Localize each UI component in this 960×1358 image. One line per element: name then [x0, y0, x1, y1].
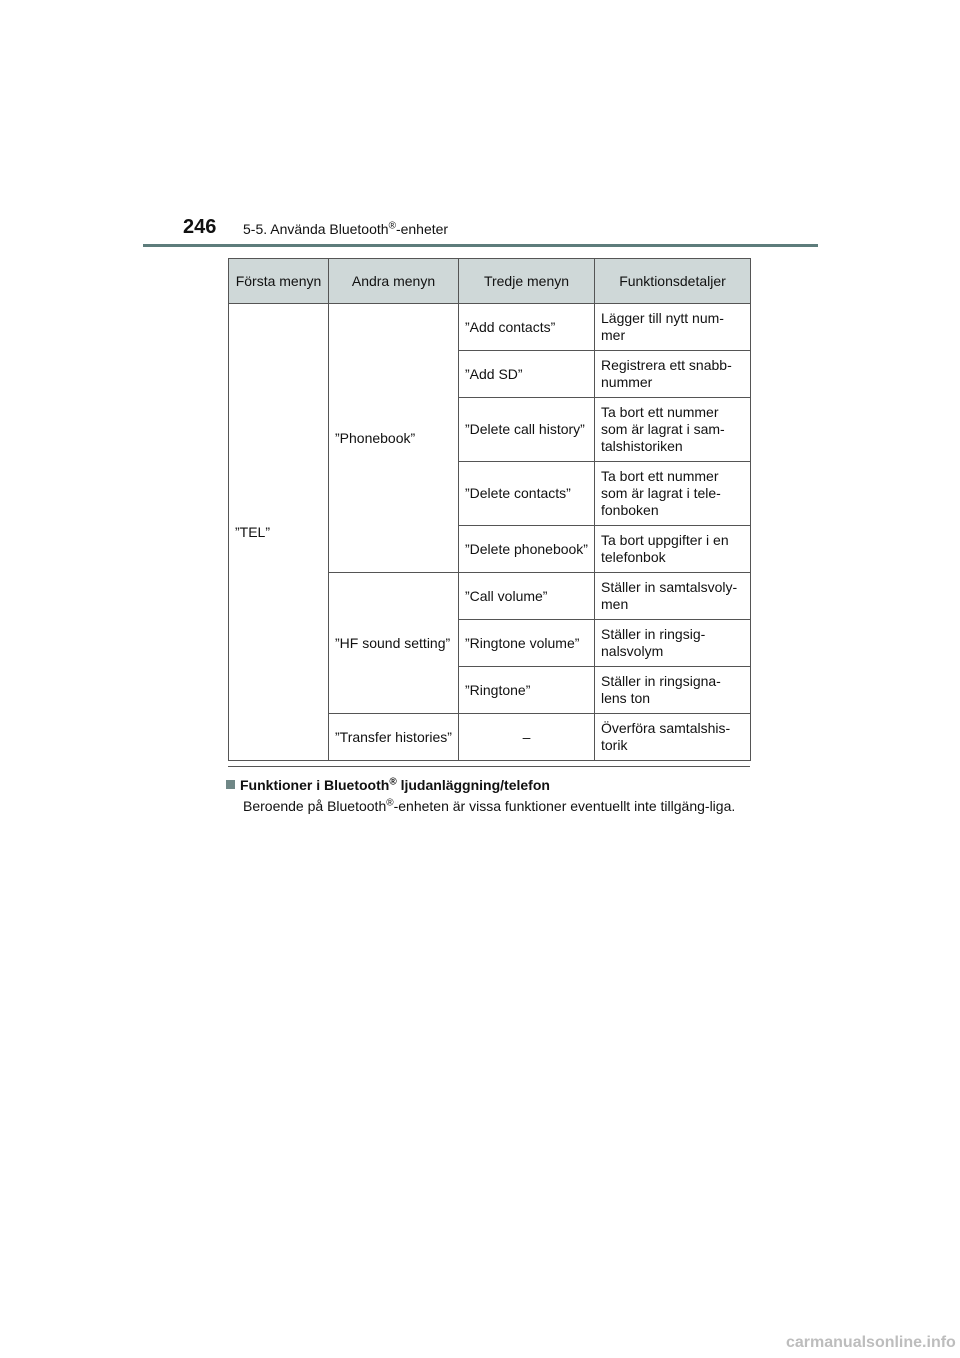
- third-menu-cell: ”Ringtone volume”: [459, 620, 595, 667]
- second-menu-cell: ”Phonebook”: [329, 304, 459, 573]
- section-title: 5-5. Använda Bluetooth®-enheter: [243, 220, 449, 237]
- detail-cell: Överföra samtalshis-torik: [595, 714, 751, 761]
- note-title: Funktioner i Bluetooth® ljudanläggning/telefon: [226, 775, 550, 795]
- third-menu-cell: ”Delete call history”: [459, 398, 595, 462]
- table-row: [229, 304, 751, 351]
- table-header-row: [229, 259, 751, 304]
- second-menu-cell: ”HF sound setting”: [329, 573, 459, 714]
- second-menu-cell: ”Transfer histories”: [329, 714, 459, 761]
- detail-cell: Ta bort ett nummer som är lagrat i tele-fonboken: [595, 462, 751, 526]
- column-header: Funktionsdetaljer: [595, 259, 751, 304]
- detail-cell: Registrera ett snabb-nummer: [595, 351, 751, 398]
- watermark: carmanualsonline.info: [786, 1334, 956, 1351]
- column-header: Andra menyn: [329, 259, 459, 304]
- note-divider: [228, 766, 750, 767]
- third-menu-cell: ”Delete phonebook”: [459, 526, 595, 573]
- detail-cell: Ta bort ett nummer som är lagrat i sam-talshistoriken: [595, 398, 751, 462]
- square-bullet-icon: [226, 780, 235, 789]
- detail-cell: Ställer in ringsig-nalsvolym: [595, 620, 751, 667]
- third-menu-cell: ”Call volume”: [459, 573, 595, 620]
- detail-cell: Ta bort uppgifter i en telefonbok: [595, 526, 751, 573]
- detail-cell: Ställer in ringsigna-lens ton: [595, 667, 751, 714]
- third-menu-cell: –: [459, 714, 595, 761]
- header-rule: [143, 244, 818, 247]
- first-menu-cell: ”TEL”: [229, 304, 329, 761]
- third-menu-cell: ”Ringtone”: [459, 667, 595, 714]
- detail-cell: Ställer in samtalsvoly-men: [595, 573, 751, 620]
- detail-cell: Lägger till nytt num-mer: [595, 304, 751, 351]
- column-header: Tredje menyn: [459, 259, 595, 304]
- menu-table: [228, 258, 751, 761]
- third-menu-cell: ”Add SD”: [459, 351, 595, 398]
- page-number: 246: [183, 216, 217, 238]
- third-menu-cell: ”Delete contacts”: [459, 462, 595, 526]
- third-menu-cell: ”Add contacts”: [459, 304, 595, 351]
- column-header: Första menyn: [229, 259, 329, 304]
- note-body: Beroende på Bluetooth®-enheten är vissa funktioner eventuellt inte tillgäng-liga.: [243, 797, 736, 814]
